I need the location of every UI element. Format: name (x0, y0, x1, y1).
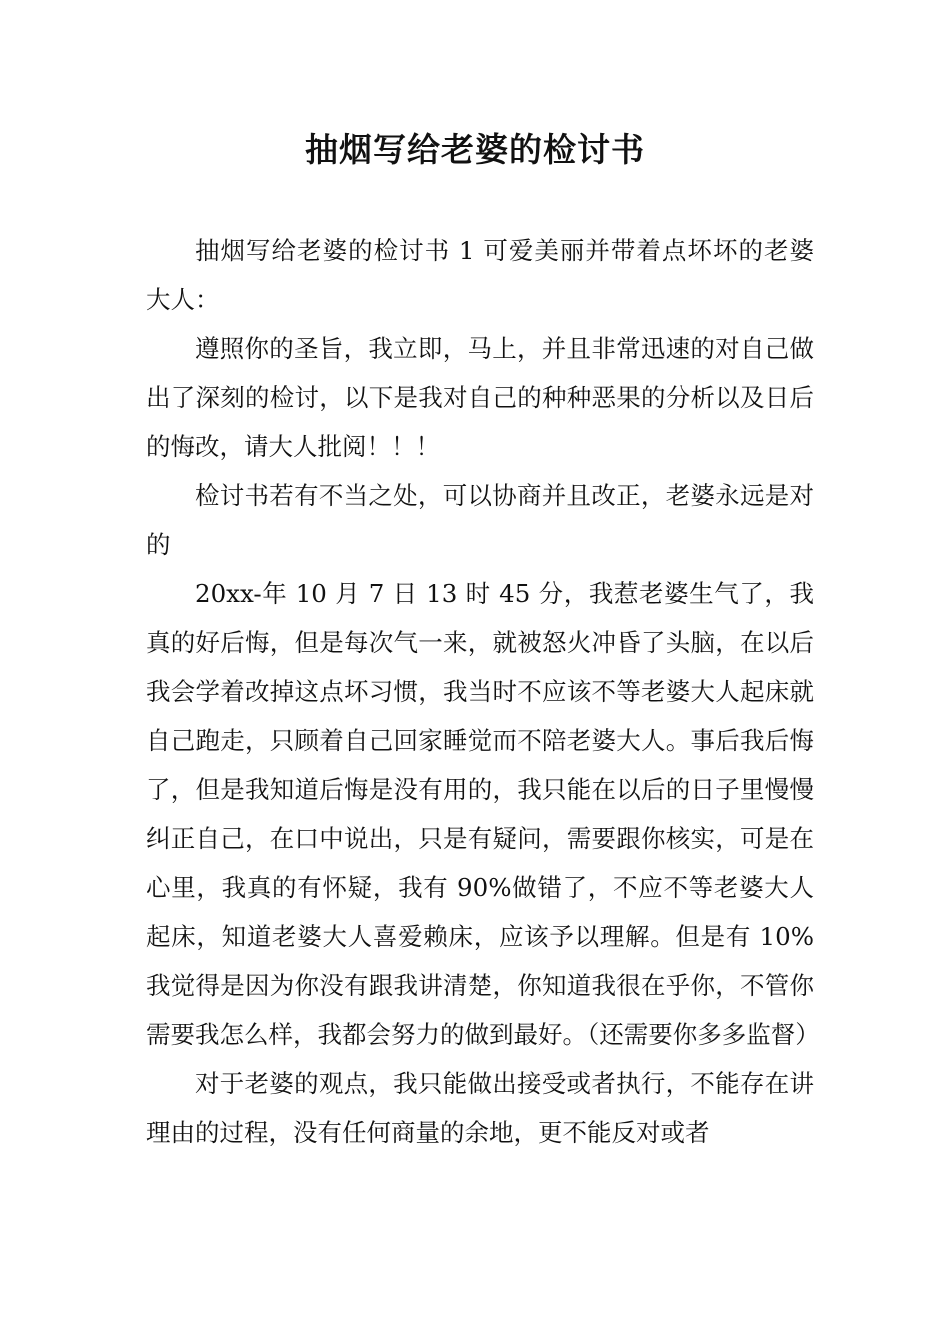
paragraph-compliance: 遵照你的圣旨，我立即，马上，并且非常迅速的对自己做出了深刻的检讨，以下是我对自己的种种恶果的分析以及日后的悔改，请大人批阅！！！ (146, 334, 814, 461)
paragraph-views: 对于老婆的观点，我只能做出接受或者执行，不能存在讲理由的过程，没有任何商量的余地，更不能反对或者 (146, 1069, 814, 1147)
paragraph-disclaimer: 检讨书若有不当之处，可以协商并且改正，老婆永远是对的 (146, 481, 814, 559)
paragraph-greeting: 抽烟写给老婆的检讨书 1 可爱美丽并带着点坏坏的老婆大人： (146, 236, 814, 314)
document-body (146, 226, 820, 1157)
paragraph-incident: 20xx-年 10 月 7 日 13 时 45 分，我惹老婆生气了，我真的好后悔，但是每次气一来，就被怒火冲昏了头脑，在以后我会学着改掉这点坏习惯，我当时不应该不等老婆大人起床就自己跑走，只顾着自己回家睡觉而不陪老婆大人。事后我后悔了，但是我知道后悔是没有用的，我只能在以后的日子里慢慢纠正自己，在口中说出，只是有疑问，需要跟你核实，可是在心里，我真的有怀疑，我有 90%做错了，不应不等老婆大人起床，知道老婆大人喜爱赖床，应该予以理解。但是有 10%我觉得是因为你没有跟我讲清楚，你知道我很在乎你，不管你需要我怎么样，我都会努力的做到最好。（还需要你多多监督） (146, 579, 820, 1049)
document-title: 抽烟写给老婆的检讨书 (305, 130, 645, 169)
